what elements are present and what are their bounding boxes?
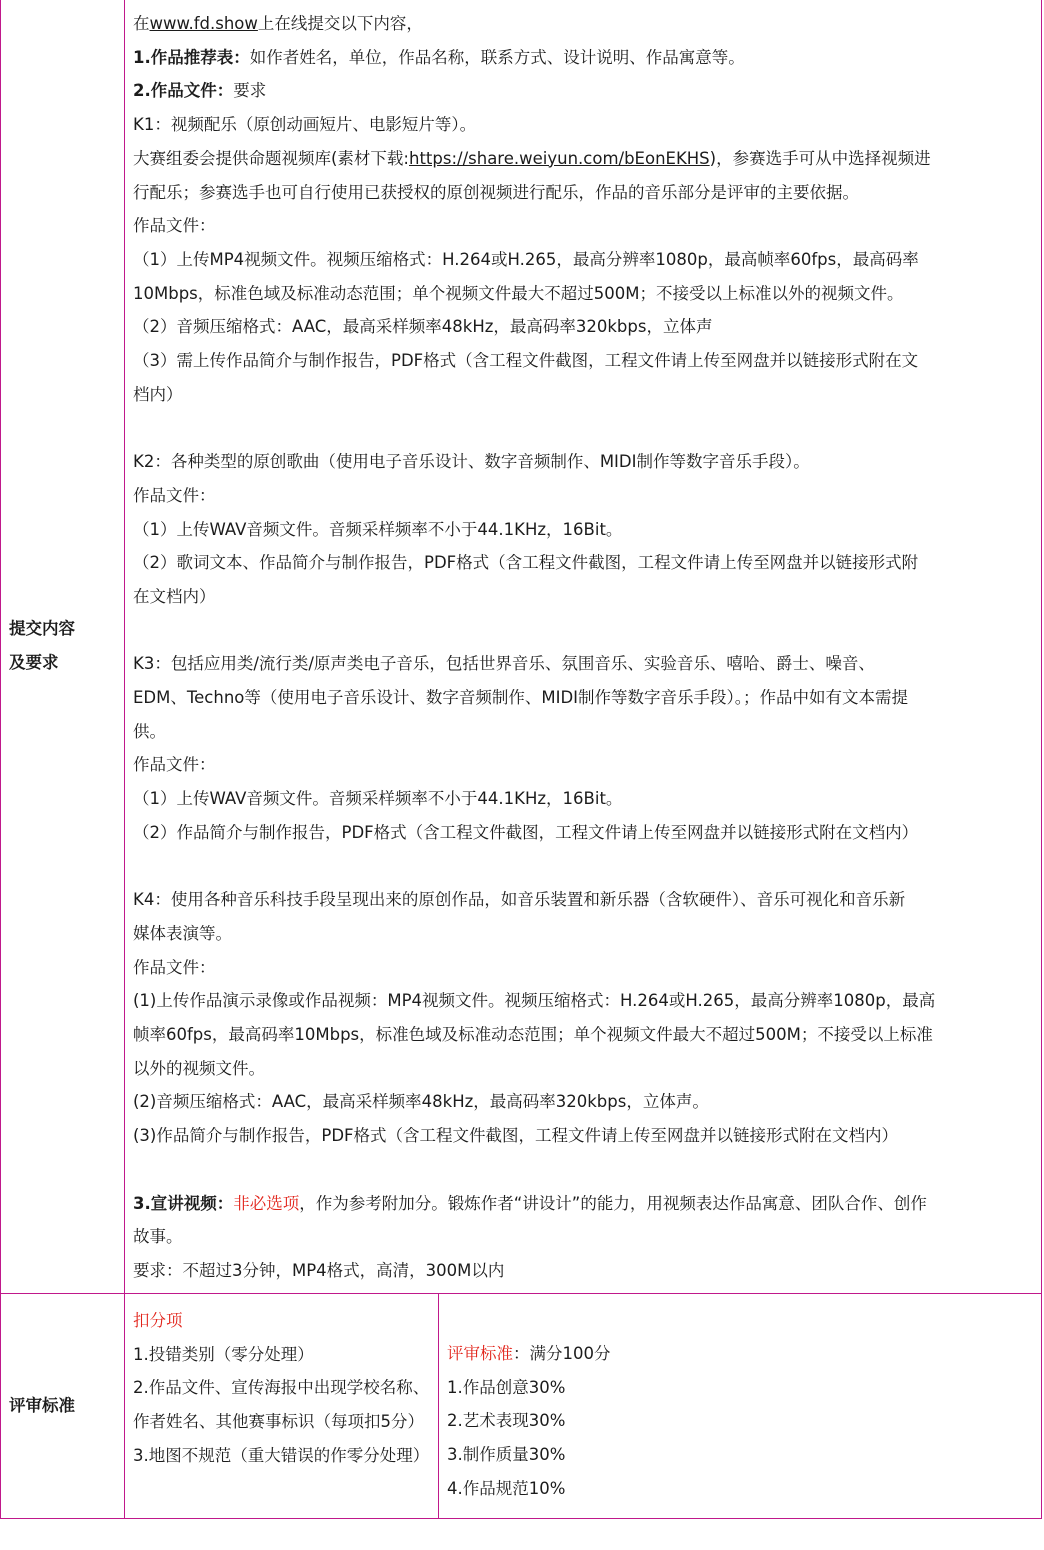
k1-file-2: （2）音频压缩格式：AAC，最高采样频率48kHz，最高码率320kbps，立体声 — [133, 317, 713, 337]
k1-desc-line: 大赛组委会提供命题视频库(素材下载:https://share.weiyun.com/bEonEKHS)，参赛选手可从中选择视频进 — [133, 148, 931, 168]
k4-file-1b: 帧率60fps，最高码率10Mbps，标准色域及标准动态范围；单个视频文件最大不超过500M；不接受以上标准 — [133, 1025, 933, 1045]
k1-desc-continued: 行配乐；参赛选手也可自行使用已获授权的原创视频进行配乐，作品的音乐部分是评审的主要依据。 — [133, 182, 859, 202]
k2-file-2a: （2）歌词文本、作品简介与制作报告，PDF格式（含工程文件截图，工程文件请上传至网盘并以链接形式附 — [133, 553, 919, 573]
optional-tag: 非必选项 — [233, 1193, 300, 1213]
spacer — [133, 1153, 1033, 1187]
item3-line-continued: 故事。 — [133, 1227, 183, 1247]
k4-file-3: (3)作品简介与制作报告，PDF格式（含工程文件截图，工程文件请上传至网盘并以链接形式附在文档内） — [133, 1126, 899, 1146]
item2-line: 2.作品文件：要求 — [133, 81, 267, 101]
criteria-cell — [439, 1294, 1042, 1519]
k1-title: K1：视频配乐（原创动画短片、电影短片等）。 — [133, 115, 477, 135]
k2-file-1: （1）上传WAV音频文件。音频采样频率不小于44.1KHz，16Bit。 — [133, 519, 623, 539]
k3-title-c: 供。 — [133, 721, 166, 741]
k3-files-label: 作品文件： — [133, 755, 216, 775]
k3-file-1: （1）上传WAV音频文件。音频采样频率不小于44.1KHz，16Bit。 — [133, 789, 623, 809]
item3-requirement: 要求：不超过3分钟，MP4格式，高清，300M以内 — [133, 1260, 505, 1280]
spacer — [133, 411, 1033, 445]
criteria-4: 4.作品规范10% — [447, 1478, 566, 1498]
site-link[interactable]: www.fd.show — [149, 14, 258, 33]
k4-files-label: 作品文件： — [133, 957, 216, 977]
spacer — [133, 614, 1033, 648]
item3-line: 3.宣讲视频：非必选项，作为参考附加分。锻炼作者“讲设计”的能力，用视频表达作品寓意、团队合作、创作 — [133, 1193, 927, 1213]
k4-title-a: K4：使用各种音乐科技手段呈现出来的原创作品，如音乐装置和新乐器（含软硬件）、音乐可视化和音乐新 — [133, 890, 906, 910]
deduction-2: 2.作品文件、宣传海报中出现学校名称、作者姓名、其他赛事标识（每项扣5分） — [133, 1378, 430, 1432]
k1-files-label: 作品文件： — [133, 216, 216, 236]
evaluation-row — [1, 1294, 1042, 1519]
item1-heading: 1.作品推荐表： — [133, 47, 250, 67]
deductions-cell — [125, 1294, 439, 1519]
deduction-3: 3.地图不规范（重大错误的作零分处理） — [133, 1445, 430, 1465]
intro-line: 在www.fd.show上在线提交以下内容， — [133, 14, 423, 33]
k1-file-1a: （1）上传MP4视频文件。视频压缩格式：H.264或H.265，最高分辨率1080p，最高帧率60fps，最高码率 — [133, 249, 919, 269]
k3-title-b: EDM、Techno等（使用电子音乐设计、数字音频制作、MIDI制作等数字音乐手段）。；作品中如有文本需提 — [133, 688, 909, 708]
criteria-1: 1.作品创意30% — [447, 1377, 566, 1397]
k3-title-a: K3：包括应用类/流行类/原声类电子音乐，包括世界音乐、氛围音乐、实验音乐、嘻哈、爵士、噪音、 — [133, 654, 875, 674]
deductions-title: 扣分项 — [133, 1311, 183, 1330]
spacer — [133, 850, 1033, 884]
k4-file-2: (2)音频压缩格式：AAC，最高采样频率48kHz，最高码率320kbps，立体声。 — [133, 1092, 709, 1112]
evaluation-label-cell — [1, 1294, 125, 1519]
submission-content — [125, 0, 1042, 1294]
k1-file-1b: 10Mbps，标准色域及标准动态范围；单个视频文件最大不超过500M；不接受以上标准以外的视频文件。 — [133, 283, 904, 303]
k4-title-b: 媒体表演等。 — [133, 923, 232, 943]
criteria-heading: 评审标准：满分100分 — [447, 1344, 611, 1363]
k1-file-3b: 档内） — [133, 384, 183, 404]
submission-row — [1, 0, 1042, 1294]
item1-line: 1.作品推荐表：如作者姓名，单位，作品名称，联系方式、设计说明、作品寓意等。 — [133, 47, 745, 67]
deduction-1: 1.投错类别（零分处理） — [133, 1344, 314, 1364]
k4-file-1a: (1)上传作品演示录像或作品视频：MP4视频文件。视频压缩格式：H.264或H.265，最高分辨率1080p，最高 — [133, 991, 936, 1011]
item3-heading: 3.宣讲视频： — [133, 1193, 234, 1213]
criteria-title: 评审标准 — [447, 1344, 513, 1363]
submission-label: 提交内容 及要求 — [9, 619, 75, 672]
submission-label-cell — [1, 0, 125, 1294]
k3-file-2: （2）作品简介与制作报告，PDF格式（含工程文件截图，工程文件请上传至网盘并以链接形式附在文档内） — [133, 822, 919, 842]
evaluation-label: 评审标准 — [9, 1395, 75, 1415]
criteria-3: 3.制作质量30% — [447, 1445, 566, 1465]
item2-heading: 2.作品文件： — [133, 81, 234, 101]
criteria-2: 2.艺术表现30% — [447, 1411, 566, 1431]
k4-file-1c: 以外的视频文件。 — [133, 1058, 265, 1078]
k2-title: K2：各种类型的原创歌曲（使用电子音乐设计、数字音频制作、MIDI制作等数字音乐手段）。 — [133, 452, 810, 472]
k2-file-2b: 在文档内） — [133, 586, 216, 606]
material-download-link[interactable]: https://share.weiyun.com/bEonEKHS — [409, 148, 710, 168]
k1-file-3a: （3）需上传作品简介与制作报告，PDF格式（含工程文件截图，工程文件请上传至网盘并以链接形式附在文 — [133, 351, 919, 371]
k2-files-label: 作品文件： — [133, 485, 216, 505]
